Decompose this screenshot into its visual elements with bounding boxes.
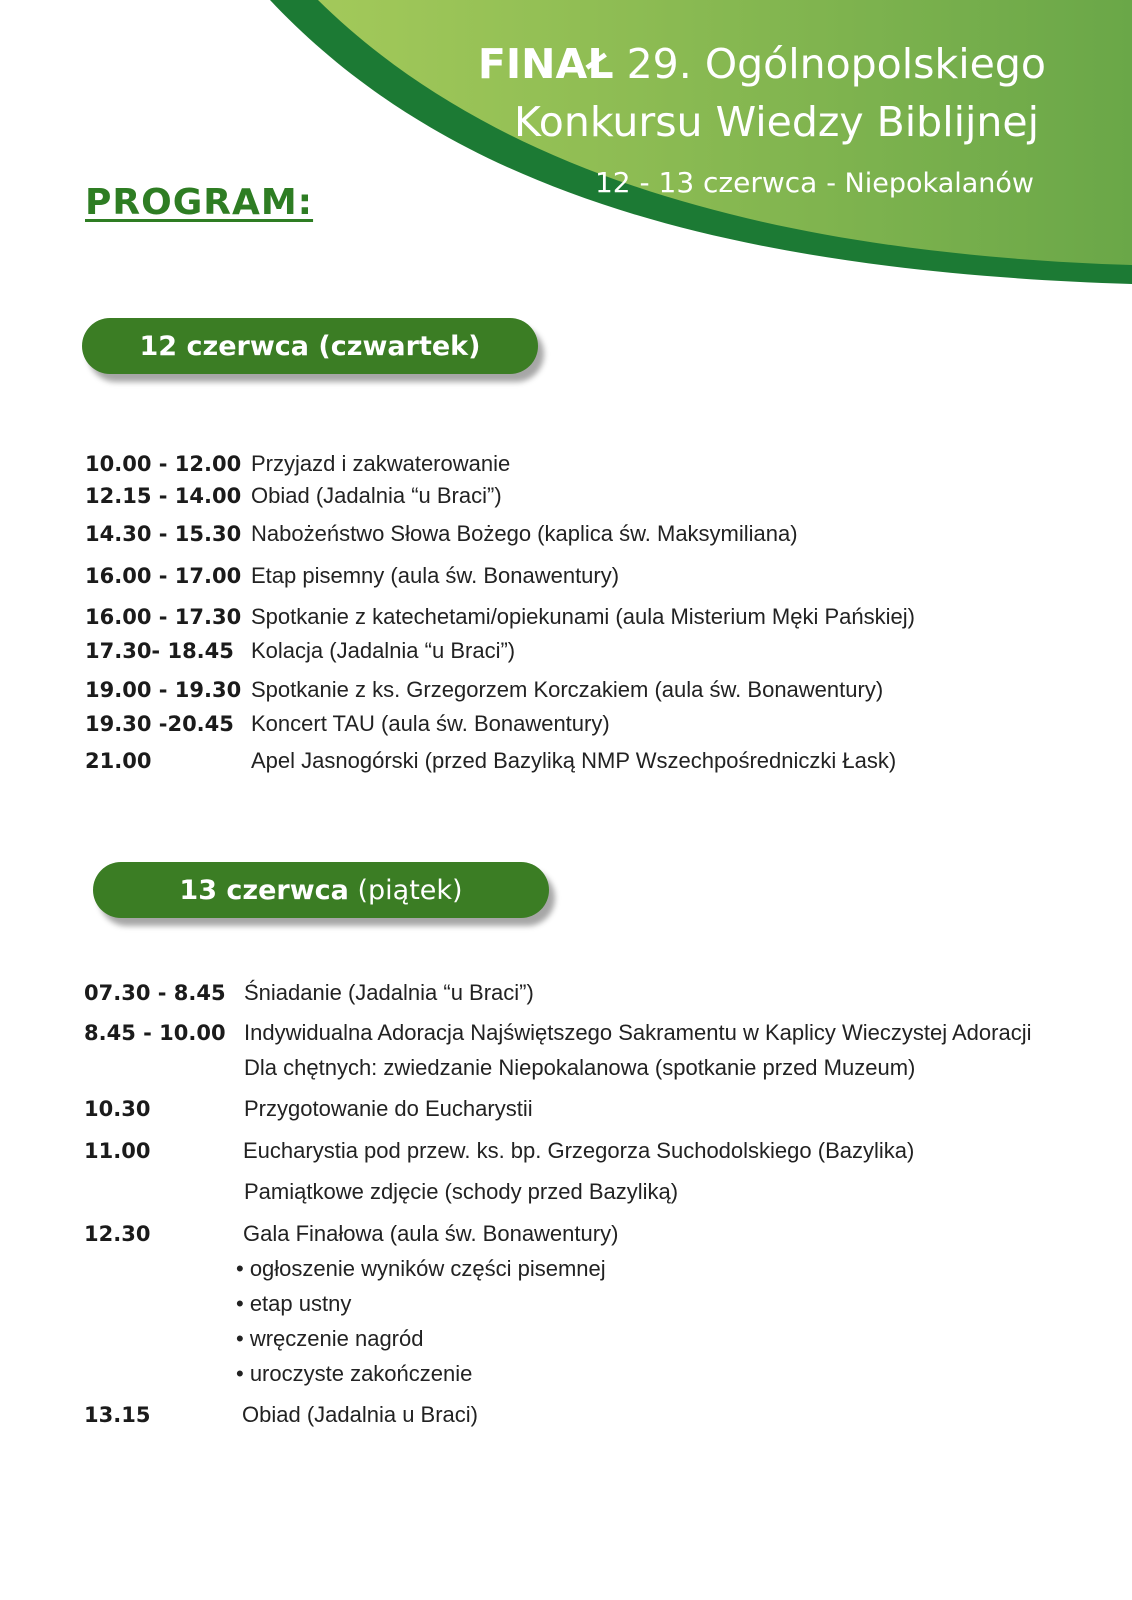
day2-event: Dla chętnych: zwiedzanie Niepokalanowa (spotkanie przed Muzeum) xyxy=(244,1055,916,1080)
day2-event: • etap ustny xyxy=(236,1291,352,1316)
day2-event: Pamiątkowe zdjęcie (schody przed Bazyliką) xyxy=(244,1179,679,1204)
program-heading: PROGRAM: xyxy=(85,182,314,223)
day1-header: 12 czerwca (czwartek) xyxy=(82,318,538,374)
day2-event: Eucharystia pod przew. ks. bp. Grzegorza Suchodolskiego (Bazylika) xyxy=(243,1138,915,1163)
day1-time: 16.00 - 17.30 xyxy=(85,605,242,629)
day2-event: • uroczyste zakończenie xyxy=(236,1361,473,1386)
day2-time: 07.30 - 8.45 xyxy=(84,981,226,1005)
day1-time: 19.30 -20.45 xyxy=(85,712,234,736)
day1-event: Nabożeństwo Słowa Bożego (kaplica św. Maksymiliana) xyxy=(251,521,798,546)
day1-time: 14.30 - 15.30 xyxy=(85,522,242,546)
event-title-line2: Konkursu Wiedzy Biblijnej xyxy=(513,98,1039,146)
event-dates: 12 - 13 czerwca xyxy=(594,166,818,199)
day1-event: Apel Jasnogórski (przed Bazyliką NMP Wszechpośredniczki Łask) xyxy=(251,748,897,773)
day2-header xyxy=(93,862,549,918)
day2-event: Gala Finałowa (aula św. Bonawentury) xyxy=(243,1221,619,1246)
day2-time: 13.15 xyxy=(84,1403,151,1427)
day2-event: Przygotowanie do Eucharystii xyxy=(244,1096,533,1121)
day1-event: Koncert TAU (aula św. Bonawentury) xyxy=(251,711,610,736)
day2-event: Obiad (Jadalnia u Braci) xyxy=(242,1402,479,1427)
day1-event: Spotkanie z ks. Grzegorzem Korczakiem (aula św. Bonawentury) xyxy=(251,677,884,702)
day1-time: 17.30- 18.45 xyxy=(85,639,234,663)
day2-event: • ogłoszenie wyników części pisemnej xyxy=(236,1256,606,1281)
day2-time: 8.45 - 10.00 xyxy=(84,1021,226,1045)
day2-time: 12.30 xyxy=(84,1222,151,1246)
day1-event: Obiad (Jadalnia “u Braci”) xyxy=(251,483,502,508)
day1-event: Przyjazd i zakwaterowanie xyxy=(251,451,511,476)
day2-weekday: (piątek) xyxy=(357,874,463,906)
day1-time: 16.00 - 17.00 xyxy=(85,564,242,588)
day1-time: 21.00 xyxy=(85,749,152,773)
event-title-bold: FINAŁ xyxy=(477,40,614,88)
day2-date: 13 czerwca xyxy=(179,874,349,906)
day1-time: 10.00 - 12.00 xyxy=(85,452,242,476)
day1-time: 19.00 - 19.30 xyxy=(85,678,242,702)
day2-time: 10.30 xyxy=(84,1097,151,1121)
event-subtitle xyxy=(595,166,1034,199)
day1-event: Etap pisemny (aula św. Bonawentury) xyxy=(251,563,620,588)
day2-event: Indywidualna Adoracja Najświętszego Sakramentu w Kaplicy Wieczystej Adoracji xyxy=(244,1020,1032,1045)
day2-event: Śniadanie (Jadalnia “u Braci”) xyxy=(244,980,534,1005)
event-title-line1 xyxy=(478,40,1046,88)
day2-event: • wręczenie nagród xyxy=(236,1326,424,1351)
event-place: - Niepokalanów xyxy=(826,168,1034,199)
event-title-rest: 29. Ogólnopolskiego xyxy=(626,40,1046,88)
day1-event: Spotkanie z katechetami/opiekunami (aula Misterium Męki Pańskiej) xyxy=(251,604,915,629)
day1-time: 12.15 - 14.00 xyxy=(85,484,242,508)
day1-event: Kolacja (Jadalnia “u Braci”) xyxy=(251,638,516,663)
day2-time: 11.00 xyxy=(84,1139,151,1163)
